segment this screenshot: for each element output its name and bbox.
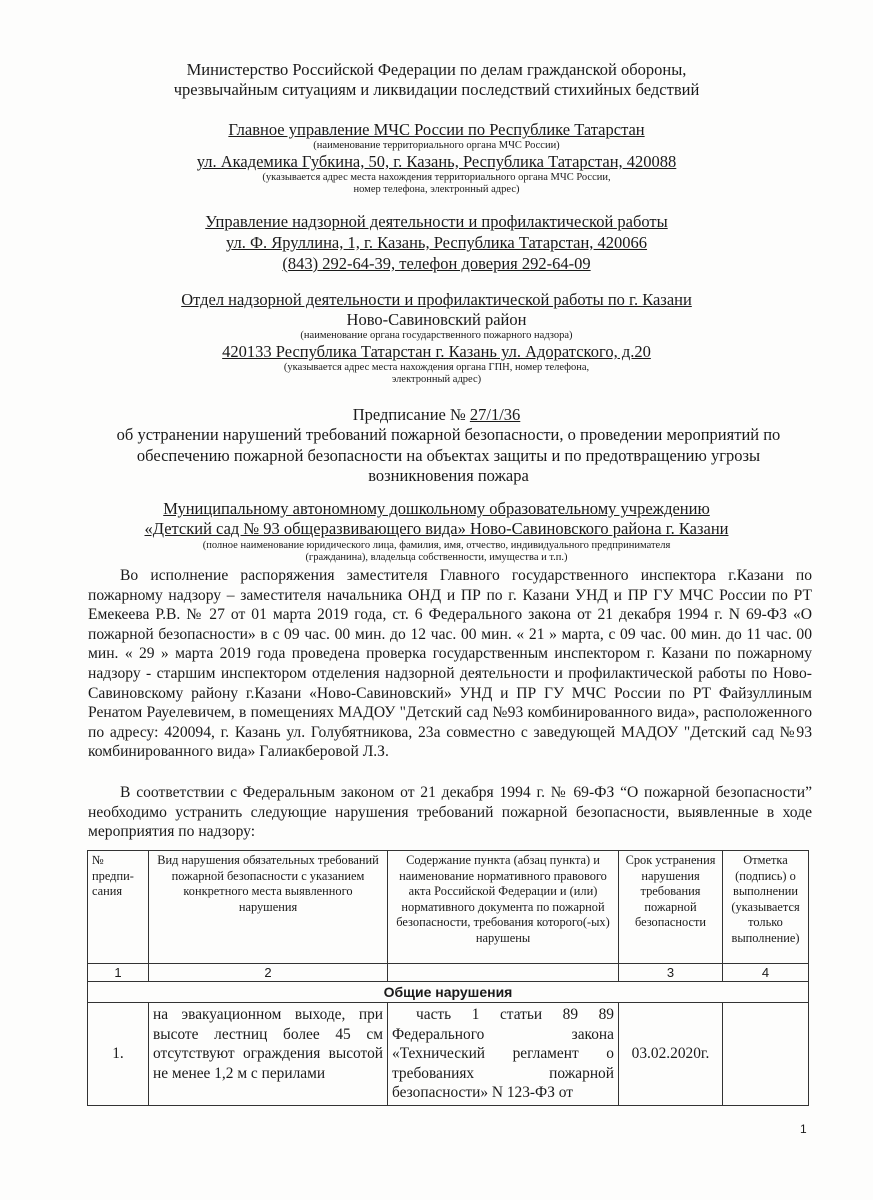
ministry-name (60, 60, 813, 100)
page-number: 1 (800, 1122, 807, 1136)
row-violation: на эвакуационном выходе, при высоте лестниц более 45 см отсутствуют ограждения высотой не менее 1,2 м с перилами (149, 1003, 388, 1106)
main-address-note (60, 172, 813, 196)
addressee-line: Муниципальному автономному дошкольному образовательному учреждению (163, 499, 710, 518)
note-line: (указывается адрес места нахождения органа ГПН, номер телефона, (283, 362, 590, 373)
ministry-line: Министерство Российской Федерации по делам гражданской обороны, (186, 60, 687, 79)
header-number: № предпи-сания (88, 851, 149, 964)
row-regulation: часть 1 статьи 89 89 Федерального закона «Технический регламент о требованиях пожарной безопасности» N 123-ФЗ от (388, 1003, 619, 1106)
order-title-prefix: Предписание № (352, 405, 470, 424)
directorate-name: Управление надзорной деятельности и профилактической работы (205, 212, 668, 231)
directorate-address: ул. Ф. Яруллина, 1, г. Казань, Республика Татарстан, 420066 (225, 233, 648, 252)
section-row (88, 982, 809, 1003)
department-line: Ново-Савиновский район (346, 310, 527, 329)
ministry-line: чрезвычайным ситуациям и ликвидации последствий стихийных бедствий (173, 80, 700, 99)
column-number: 1 (88, 964, 149, 982)
column-number (388, 964, 619, 982)
column-number: 2 (149, 964, 388, 982)
main-address: ул. Академика Губкина, 50, г. Казань, Республика Татарстан, 420088 (196, 152, 677, 171)
row-mark (723, 1003, 809, 1106)
violations-table (87, 850, 809, 1106)
column-number-row (88, 964, 809, 982)
department-address-note (60, 362, 813, 386)
header-deadline: Срок устранения нарушения требования пожарной безопасности (619, 851, 723, 964)
header-regulation: Содержание пункта (абзац пункта) и наименование нормативного правового акта Российской Федерации и (или) нормативного документа по пожарной безопасности, требования которого(-ых) нарушены (388, 851, 619, 964)
main-directorate-note: (наименование территориального органа МЧС России) (313, 140, 560, 151)
column-number: 4 (723, 964, 809, 982)
header-violation: Вид нарушения обязательных требований пожарной безопасности с указанием конкретного места выявленного нарушения (149, 851, 388, 964)
department-line: Отдел надзорной деятельности и профилактической работы по г. Казани (181, 290, 692, 309)
row-number: 1. (88, 1003, 149, 1106)
section-title: Общие нарушения (88, 982, 809, 1003)
addressee-line: «Детский сад № 93 общеразвивающего вида» Ново-Савиновского района г. Казани (144, 519, 729, 538)
header-mark: Отметка (подпись) о выполнении (указывается только выполнение) (723, 851, 809, 964)
table-row (88, 1003, 809, 1106)
directorate-phone: (843) 292-64-39, телефон доверия 292-64-09 (282, 254, 591, 273)
paragraph-text: Во исполнение распоряжения заместителя Главного государственного инспектора г.Казани по пожарному надзору – заместителя начальника ОНД и ПР по г. Казани УНД и ПР ГУ МЧС России по РТ Емекеева Р.В. № 27 от 01 марта 2019 года, ст. 6 Федерального закона от 21 декабря 1994 г. N 69-ФЗ «О пожарной безопасности» в с 09 час. 00 мин. до 12 час. 00 мин. « 21 » марта, с 09 час. 00 мин. до 11 час. 00 мин. « 29 » марта 2019 года проведена проверка государственным инспектором г. Казани по пожарному надзору - старшим инспектором отделения надзорной деятельности и профилактической работы по Ново-Савиновскому району г.Казани «Ново-Савиновский» УНД и ПР ГУ МЧС России по РТ Файзуллиным Ренатом Рауелевичем, в помещениях МАДОУ "Детский сад №93 комбинированного вида», расположенного по адресу: 420094, г. Казань ул. Голубятникова, 23а совместно с заведующей МАДОУ "Детский сад №93 комбинированного вида» Галиакберовой Л.З. (88, 567, 812, 761)
note-line: электронный адрес) (391, 374, 482, 385)
order-subtitle: об устранении нарушений требований пожарной безопасности, о проведении мероприятий по обеспечению пожарной безопасности на объектах защиты и по предотвращению угрозы возникновения пожара (116, 425, 781, 485)
department-name (60, 290, 813, 330)
order-number: 27/1/36 (469, 405, 521, 424)
paragraph-inspection (88, 566, 812, 762)
table-header-row (88, 851, 809, 964)
note-line: номер телефона, электронный адрес) (353, 184, 520, 195)
department-address: 420133 Республика Татарстан г. Казань ул. Адоратского, д.20 (222, 342, 651, 361)
paragraph-text: В соответствии с Федеральным законом от 21 декабря 1994 г. № 69-ФЗ “О пожарной безопасности” необходимо устранить следующие нарушения требований пожарной безопасности, выявленные в ходе мероприятия по надзору: (88, 784, 812, 841)
department-note: (наименование органа государственного пожарного надзора) (300, 330, 573, 341)
note-line: (полное наименование юридического лица, фамилия, имя, отчество, индивидуального предпринимателя (202, 540, 671, 551)
column-number: 3 (619, 964, 723, 982)
note-line: (указывается адрес места нахождения территориального органа МЧС России, (262, 172, 611, 183)
addressee (60, 499, 813, 539)
note-line: (гражданина), владельца собственности, имущества и т.п.) (305, 552, 568, 563)
order-title (60, 405, 813, 425)
row-deadline: 03.02.2020г. (619, 1003, 723, 1106)
main-directorate: Главное управление МЧС России по Республике Татарстан (228, 120, 645, 139)
paragraph-violations-intro (88, 783, 812, 842)
addressee-note (60, 540, 813, 564)
